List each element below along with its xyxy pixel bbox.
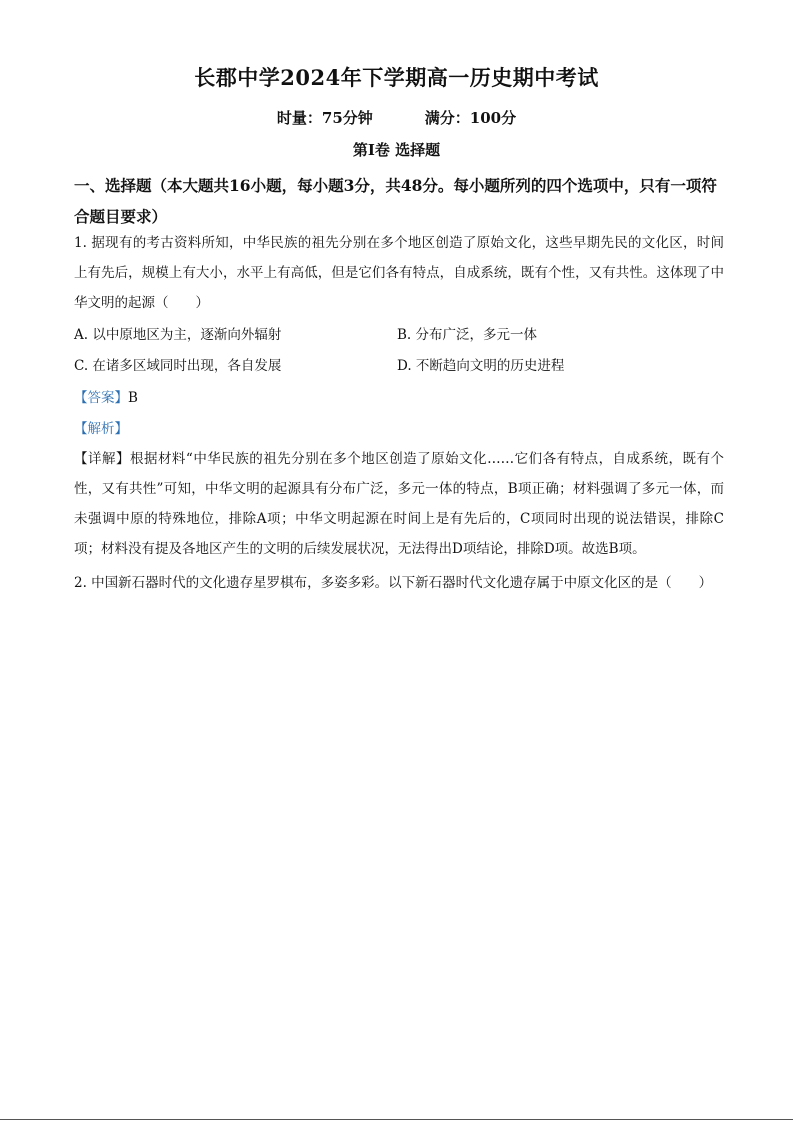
analysis-tag: 【解析】 — [74, 421, 128, 437]
question-1-answer — [74, 388, 138, 408]
exam-score: 满分：100分 — [424, 109, 517, 127]
footer-divider — [0, 1119, 793, 1120]
question-1-option-d: D. 不断趋向文明的历史进程 — [397, 358, 565, 374]
question-1-option-a: A. 以中原地区为主，逐渐向外辐射 — [74, 327, 282, 343]
question-1-option-b: B. 分布广泛，多元一体 — [397, 327, 538, 343]
exam-title: 长郡中学2024年下学期高一历史期中考试 — [194, 65, 599, 90]
question-1-stem: 1. 据现有的考古资料所知，中华民族的祖先分别在多个地区创造了原始文化，这些早期先民的文化区，时间上有先后，规模上有大小，水平上有高低，但是它们各有特点，自成系统，既有个性，又有共性。这体现了中华文明的起源（ ） — [74, 235, 724, 311]
answer-value: B — [128, 390, 138, 406]
exam-meta — [0, 107, 793, 128]
question-1-detail: 【详解】根据材料“中华民族的祖先分别在多个地区创造了原始文化……它们各有特点，自成系统，既有个性，又有共性”可知，中华文明的起源具有分布广泛，多元一体的特点，B项正确；材料强调了多元一体，而未强调中原的特殊地位，排除A项；中华文明起源在时间上是有先后的，C项同时出现的说法错误，排除C项；材料没有提及各地区产生的文明的后续发展状况，无法得出D项结论，排除D项。故选B项。 — [74, 451, 724, 557]
exam-time: 时量：75分钟 — [276, 109, 373, 127]
section-instructions: 一、选择题（本大题共16小题，每小题3分，共48分。每小题所列的四个选项中，只有一项符合题目要求） — [74, 176, 717, 226]
question-2-stem: 2. 中国新石器时代的文化遗存星罗棋布，多姿多彩。以下新石器时代文化遗存属于中原文化区的是（ ） — [74, 575, 713, 591]
answer-tag: 【答案】 — [74, 390, 128, 406]
section-title: 第Ⅰ卷 选择题 — [352, 141, 441, 159]
question-1-option-c: C. 在诸多区域同时出现，各自发展 — [74, 358, 282, 374]
